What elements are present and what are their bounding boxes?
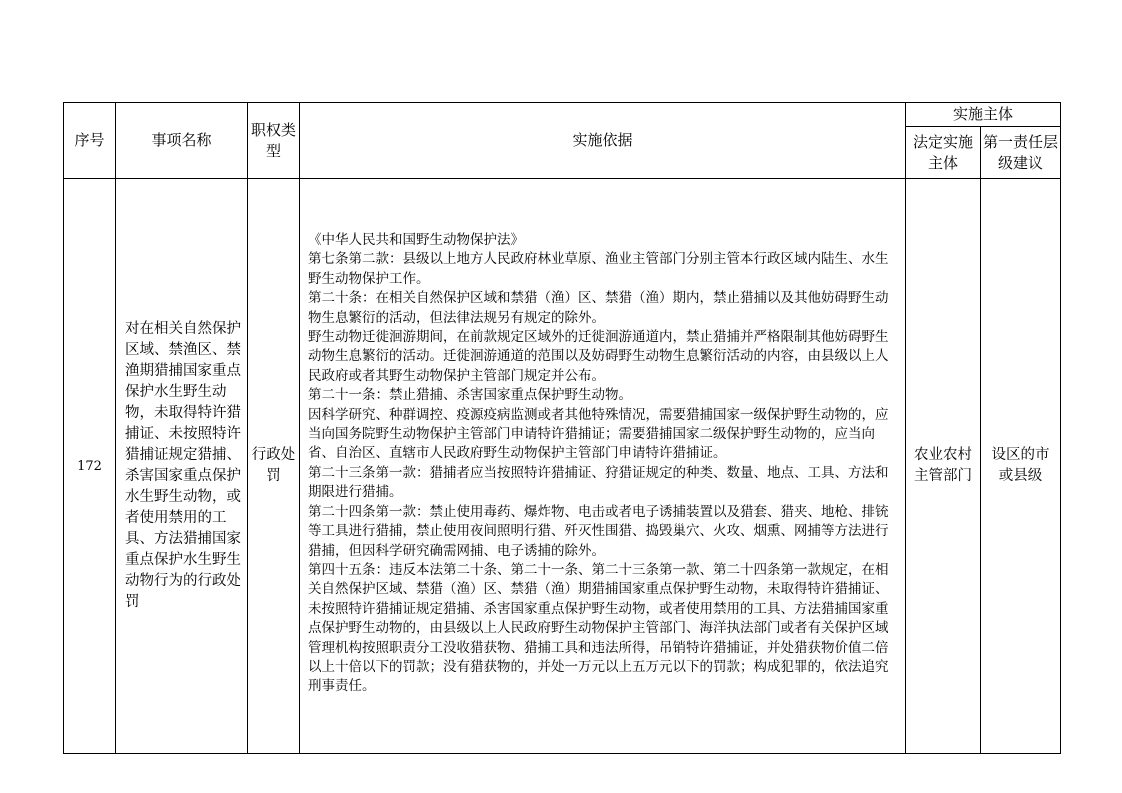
row-item-name: 对在相关自然保护区域、禁渔区、禁渔期猎捕国家重点保护水生野生动物，未取得特许猎捕证、未按照特许猎捕证规定猎捕、杀害国家重点保护水生野生动物，或者使用禁用的工具、方法猎捕国家重点保护水生野生动物行为的行政处罚: [116, 179, 248, 754]
basis-paragraph: 第二十一条：禁止猎捕、杀害国家重点保护野生动物。: [308, 387, 632, 404]
header-name: 事项名称: [116, 103, 248, 179]
header-legal-subject: 法定实施主体: [906, 127, 981, 179]
table-row: [64, 179, 1061, 754]
header-basis: 实施依据: [300, 103, 906, 179]
header-first-level: 第一责任层级建议: [981, 127, 1061, 179]
row-seq: 172: [64, 179, 116, 754]
basis-paragraph: 第七条第二款：县级以上地方人民政府林业草原、渔业主管部门分别主管本行政区域内陆生、水生野生动物保护工作。: [308, 251, 889, 287]
header-type: 职权类型: [248, 103, 300, 179]
basis-paragraph: 第二十三条第一款：猎捕者应当按照特许猎捕证、狩猎证规定的种类、数量、地点、工具、方法和期限进行猎捕。: [308, 464, 889, 501]
authority-table: [63, 102, 1061, 754]
row-legal-subject: 农业农村主管部门: [906, 179, 981, 754]
basis-paragraph: 第四十五条：违反本法第二十条、第二十一条、第二十三条第一款、第二十四条第一款规定，在相关自然保护区域、禁猎（渔）区、禁猎（渔）期猎捕国家重点保护野生动物，未取得特许猎捕证、未按照特许猎捕证规定猎捕、杀害国家重点保护野生动物，或者使用禁用的工具、方法猎捕国家重点保护野生动物的，由县级以上人民政府野生动物保护主管部门、海洋执法部门或者有关保护区域管理机构按照职责分工没收猎获物、猎捕工具和违法所得，吊销特许猎捕证，并处猎获物价值二倍以上十倍以下的罚款；没有猎获物的，并处一万元以上五万元以下的罚款；构成犯罪的，依法追究刑事责任。: [308, 561, 889, 695]
basis-paragraph: 《中华人民共和国野生动物保护法》: [308, 232, 524, 248]
row-authority-type: 行政处罚: [248, 179, 300, 754]
row-basis: [300, 179, 906, 754]
basis-paragraph: 野生动物迁徙洄游期间，在前款规定区域外的迁徙洄游通道内，禁止猎捕并严格限制其他妨碍野生动物生息繁衍的活动。迁徙洄游通道的范围以及妨碍野生动物生息繁衍活动的内容，由县级以上人民政府或者其野生动物保护主管部门规定并公布。: [308, 329, 889, 384]
basis-paragraph: 第二十条：在相关自然保护区域和禁猎（渔）区、禁猎（渔）期内，禁止猎捕以及其他妨碍野生动物生息繁衍的活动，但法律法规另有规定的除外。: [308, 290, 889, 326]
header-subject-group: 实施主体: [906, 103, 1061, 127]
header-seq: 序号: [64, 103, 116, 179]
basis-paragraph: 第二十四条第一款：禁止使用毒药、爆炸物、电击或者电子诱捕装置以及猎套、猎夹、地枪、排铳等工具进行猎捕，禁止使用夜间照明行猎、歼灭性围猎、捣毁巢穴、火攻、烟熏、网捕等方法进行猎捕，但因科学研究确需网捕、电子诱捕的除外。: [308, 503, 889, 559]
row-first-level: 设区的市或县级: [981, 179, 1061, 754]
basis-paragraph: 因科学研究、种群调控、疫源疫病监测或者其他特殊情况，需要猎捕国家一级保护野生动物的，应当向国务院野生动物保护主管部门申请特许猎捕证；需要猎捕国家二级保护野生动物的，应当向省、自治区、直辖市人民政府野生动物保护主管部门申请特许猎捕证。: [308, 406, 889, 462]
